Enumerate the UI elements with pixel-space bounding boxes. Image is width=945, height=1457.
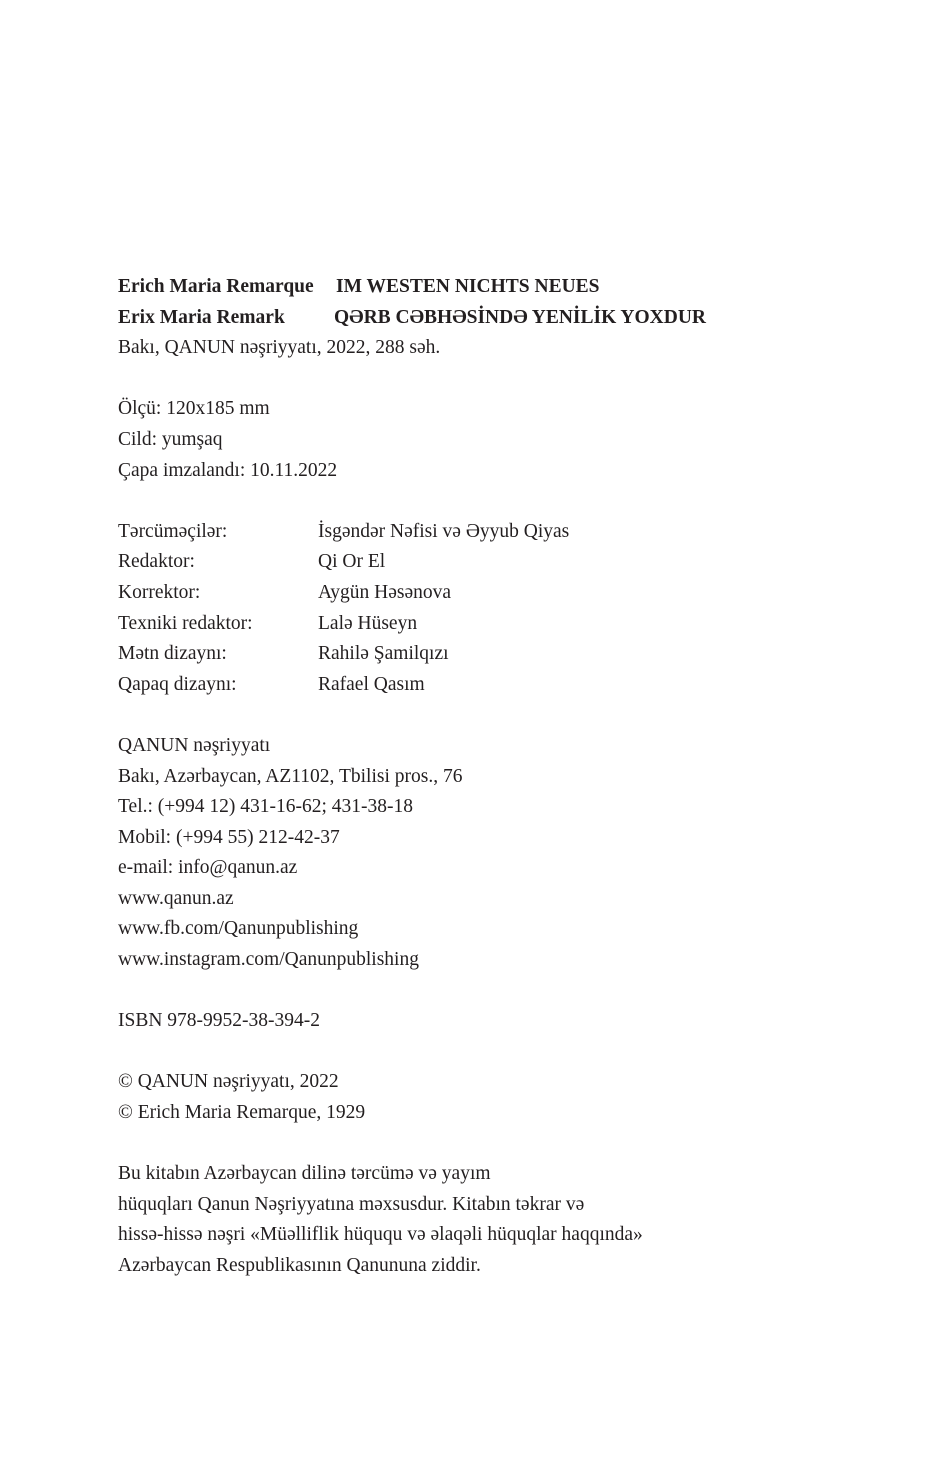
credit-role: Tərcüməçilər: xyxy=(118,520,228,542)
copyright-publisher: © QANUN nəşriyyatı, 2022 xyxy=(118,1071,339,1093)
rights-text-line: hüquqları Qanun Nəşriyyatına məxsusdur. Kitabın təkrar və xyxy=(118,1193,585,1215)
credit-row xyxy=(118,578,818,609)
publisher-tel: Tel.: (+994 12) 431-16-62; 431-38-18 xyxy=(118,796,414,818)
publisher-instagram[interactable]: www.instagram.com/Qanunpublishing xyxy=(118,949,419,971)
publisher-mobile: Mobil: (+994 55) 212-42-37 xyxy=(118,826,340,848)
publisher-address: Bakı, Azərbaycan, AZ1102, Tbilisi pros., 76 xyxy=(118,765,463,787)
original-title-row xyxy=(118,272,818,303)
credit-name: Rahilə Şamilqızı xyxy=(318,643,449,665)
credit-role: Mətn dizaynı: xyxy=(118,643,227,665)
translated-title: QƏRB CƏBHƏSİNDƏ YENİLİK YOXDUR xyxy=(334,306,707,328)
credit-name: Qi Or El xyxy=(318,551,386,573)
spec-signed: Çapa imzalandı: 10.11.2022 xyxy=(118,459,338,481)
spec-size: Ölçü: 120x185 mm xyxy=(118,398,270,420)
publisher-website[interactable]: www.qanun.az xyxy=(118,887,234,909)
credit-role: Qapaq dizaynı: xyxy=(118,673,237,695)
credit-row xyxy=(118,639,818,670)
credit-role: Korrektor: xyxy=(118,581,201,603)
credit-name: İsgəndər Nəfisi və Əyyub Qiyas xyxy=(318,520,570,542)
copyright-author: © Erich Maria Remarque, 1929 xyxy=(118,1102,366,1124)
credit-role: Texniki redaktor: xyxy=(118,612,253,634)
rights-text-line: hissə-hissə nəşri «Müəlliflik hüququ və əlaqəli hüquqlar haqqında» xyxy=(118,1224,643,1246)
translated-author: Erix Maria Remark xyxy=(118,306,285,328)
original-title: IM WESTEN NICHTS NEUES xyxy=(336,276,600,297)
credit-name: Lalə Hüseyn xyxy=(318,612,418,634)
credit-name: Rafael Qasım xyxy=(318,673,425,695)
credit-row xyxy=(118,547,818,578)
imprint-page xyxy=(118,272,818,1282)
credit-role: Redaktor: xyxy=(118,551,195,573)
publisher-facebook[interactable]: www.fb.com/Qanunpublishing xyxy=(118,918,359,940)
credit-name: Aygün Həsənova xyxy=(318,581,452,603)
credit-row xyxy=(118,609,818,640)
publisher-email[interactable]: e-mail: info@qanun.az xyxy=(118,857,298,879)
credit-row xyxy=(118,670,818,701)
publisher-name: QANUN nəşriyyatı xyxy=(118,734,271,756)
rights-text-line: Bu kitabın Azərbaycan dilinə tərcümə və yayım xyxy=(118,1163,491,1185)
rights-text-line: Azərbaycan Respublikasının Qanununa ziddir. xyxy=(118,1255,481,1276)
credit-row xyxy=(118,517,818,548)
spec-binding: Cild: yumşaq xyxy=(118,428,223,450)
translated-title-row xyxy=(118,303,818,334)
original-author: Erich Maria Remarque xyxy=(118,276,314,297)
imprint-line: Bakı, QANUN nəşriyyatı, 2022, 288 səh. xyxy=(118,337,441,359)
isbn: ISBN 978-9952-38-394-2 xyxy=(118,1010,321,1032)
